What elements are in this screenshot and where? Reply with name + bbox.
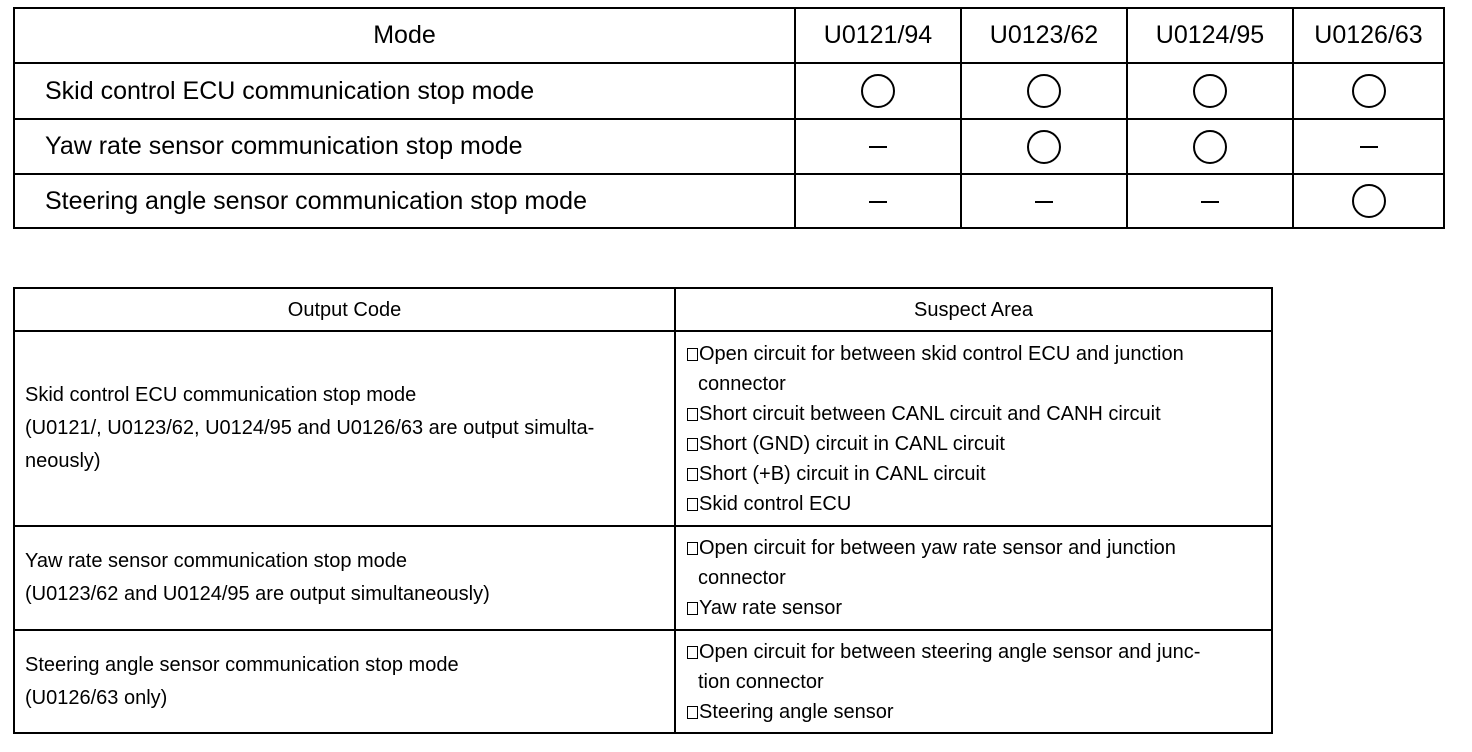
output-code-cell bbox=[14, 331, 675, 526]
table-row bbox=[14, 630, 1272, 733]
table-row bbox=[14, 526, 1272, 630]
list-item bbox=[687, 697, 1271, 727]
output-text: (U0126/63 only) bbox=[25, 686, 168, 709]
mode-table-header bbox=[14, 8, 1444, 63]
suspect-text: connector bbox=[698, 372, 786, 395]
suspect-text: Short (GND) circuit in CANL circuit bbox=[699, 432, 1005, 455]
mark-cell bbox=[795, 119, 961, 174]
list-item bbox=[687, 533, 1271, 563]
checkbox-icon bbox=[687, 498, 698, 511]
circle-mark-icon bbox=[1027, 74, 1061, 108]
suspect-text: Skid control ECU bbox=[699, 492, 852, 515]
output-text: Skid control ECU communication stop mode bbox=[25, 384, 417, 406]
checkbox-icon bbox=[687, 348, 698, 361]
output-code-cell bbox=[14, 526, 675, 630]
checkbox-icon bbox=[687, 468, 698, 481]
mode-label: Yaw rate sensor communication stop mode bbox=[14, 119, 795, 174]
checkbox-icon bbox=[687, 542, 698, 555]
mark-cell bbox=[1127, 63, 1293, 119]
list-item bbox=[687, 399, 1271, 429]
suspect-area-cell bbox=[675, 526, 1272, 630]
list-item bbox=[687, 459, 1271, 489]
suspect-table-header bbox=[14, 288, 1272, 331]
suspect-text: Yaw rate sensor bbox=[699, 597, 843, 619]
suspect-text: Open circuit for between steering angle sensor and junc- bbox=[699, 640, 1201, 663]
mode-header: Mode bbox=[14, 8, 795, 63]
table-row bbox=[14, 63, 1444, 119]
circle-mark-icon bbox=[1193, 130, 1227, 164]
suspect-area-table bbox=[13, 287, 1273, 734]
mode-label: Skid control ECU communication stop mode bbox=[14, 63, 795, 119]
code-header: U0124/95 bbox=[1127, 8, 1293, 63]
mark-cell bbox=[795, 63, 961, 119]
suspect-text: Open circuit for between skid control ECU and junction bbox=[699, 342, 1184, 365]
list-item bbox=[687, 339, 1271, 369]
mark-cell bbox=[1127, 119, 1293, 174]
checkbox-icon bbox=[687, 646, 698, 659]
mode-table bbox=[13, 7, 1445, 229]
circle-mark-icon bbox=[1027, 130, 1061, 164]
circle-mark-icon bbox=[861, 74, 895, 108]
list-item bbox=[687, 429, 1271, 459]
checkbox-icon bbox=[687, 438, 698, 451]
dash-mark-icon bbox=[1035, 201, 1053, 203]
circle-mark-icon bbox=[1352, 74, 1386, 108]
code-header: U0126/63 bbox=[1293, 8, 1444, 63]
list-item bbox=[687, 489, 1271, 519]
circle-mark-icon bbox=[1352, 184, 1386, 218]
table-row bbox=[14, 119, 1444, 174]
mark-cell bbox=[795, 174, 961, 228]
suspect-text: tion connector bbox=[698, 670, 824, 693]
list-item bbox=[687, 593, 1271, 623]
table-row bbox=[14, 331, 1272, 526]
mark-cell bbox=[961, 63, 1127, 119]
mark-cell bbox=[1127, 174, 1293, 228]
mark-cell bbox=[961, 119, 1127, 174]
suspect-text: Steering angle sensor bbox=[699, 700, 894, 723]
mark-cell bbox=[1293, 119, 1444, 174]
code-header: U0121/94 bbox=[795, 8, 961, 63]
suspect-area-header: Suspect Area bbox=[675, 288, 1272, 331]
list-item bbox=[687, 637, 1271, 667]
checkbox-icon bbox=[687, 706, 698, 719]
suspect-text: Short circuit between CANL circuit and CANH circuit bbox=[699, 402, 1161, 425]
suspect-text: Open circuit for between yaw rate sensor and junction bbox=[699, 537, 1176, 559]
suspect-text: Short (+B) circuit in CANL circuit bbox=[699, 462, 986, 485]
mark-cell bbox=[1293, 174, 1444, 228]
output-text: Yaw rate sensor communication stop mode bbox=[25, 550, 408, 572]
dash-mark-icon bbox=[1360, 146, 1378, 148]
mode-label: Steering angle sensor communication stop mode bbox=[14, 174, 795, 228]
mark-cell bbox=[961, 174, 1127, 228]
suspect-area-cell bbox=[675, 331, 1272, 526]
output-text: (U0121/, U0123/62, U0124/95 and U0126/63 are output simulta- bbox=[25, 417, 595, 439]
output-text: Steering angle sensor communication stop mode bbox=[25, 653, 459, 676]
output-text: neously) bbox=[25, 450, 101, 472]
dash-mark-icon bbox=[869, 201, 887, 203]
checkbox-icon bbox=[687, 602, 698, 615]
mark-cell bbox=[1293, 63, 1444, 119]
checkbox-icon bbox=[687, 408, 698, 421]
dash-mark-icon bbox=[869, 146, 887, 148]
table-row bbox=[14, 174, 1444, 228]
suspect-area-cell bbox=[675, 630, 1272, 733]
output-text: (U0123/62 and U0124/95 are output simultaneously) bbox=[25, 583, 490, 605]
output-code-header: Output Code bbox=[14, 288, 675, 331]
output-code-cell bbox=[14, 630, 675, 733]
dash-mark-icon bbox=[1201, 201, 1219, 203]
code-header: U0123/62 bbox=[961, 8, 1127, 63]
circle-mark-icon bbox=[1193, 74, 1227, 108]
suspect-text: connector bbox=[698, 567, 786, 589]
